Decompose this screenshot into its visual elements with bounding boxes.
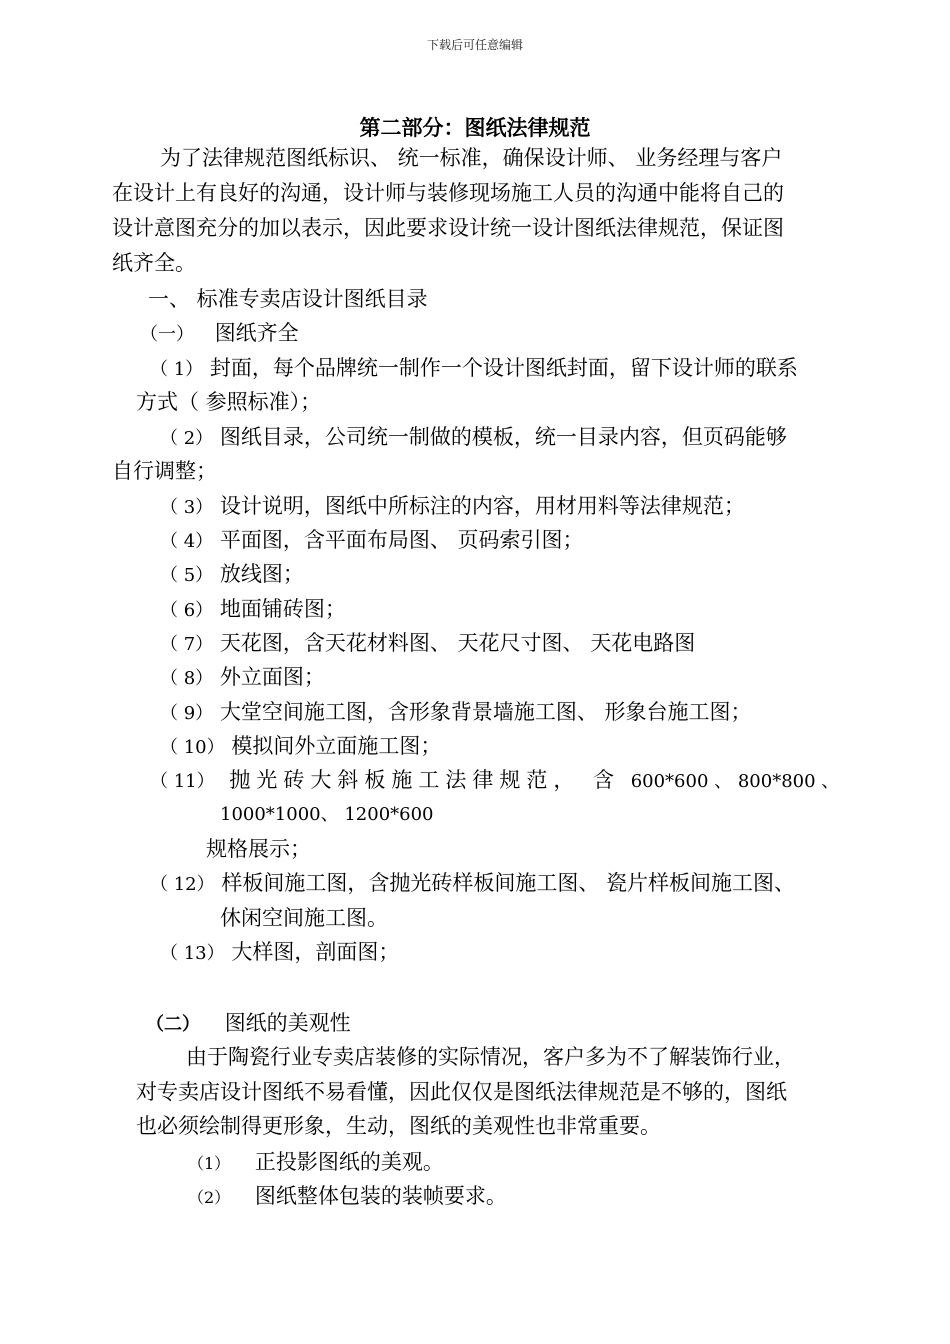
item-continuation: 自行调整； xyxy=(112,459,217,483)
item-number: （ 4） xyxy=(160,531,214,552)
item-text: 大样图，剖面图； xyxy=(231,940,400,964)
item-continuation: 规格展示； xyxy=(206,837,311,861)
subsection-title: 图纸齐全 xyxy=(214,321,299,345)
item-dimensions: 1000*1000、 1200*600 xyxy=(220,804,434,825)
item-text: 地面铺砖图； xyxy=(219,597,346,621)
page-header: 下载后可任意编辑 xyxy=(426,38,523,52)
item-text: 设计说明，图纸中所标注的内容，用材用料等法律规范； xyxy=(219,494,745,518)
intro-line: 纸齐全。 xyxy=(112,251,196,275)
item-number: （ 8） xyxy=(160,668,214,689)
item-text: 抛光砖大斜板施工法律规范， 含 xyxy=(229,768,621,792)
body-line: 对专卖店设计图纸不易看懂，因此仅仅是图纸法律规范是不够的，图纸 xyxy=(136,1080,787,1104)
intro-line: 为了法律规范图纸标识、 统一标准，确保设计师、 业务经理与客户 xyxy=(160,146,783,170)
item-text: 大堂空间施工图，含形象背景墙施工图、 形象台施工图； xyxy=(219,700,752,724)
subsection-number: （二） xyxy=(146,1014,200,1035)
item-text: 封面，每个品牌统一制作一个设计图纸封面，留下设计师的联系 xyxy=(209,356,798,380)
item-continuation: 方式（ 参照标准）； xyxy=(136,390,322,414)
item-number: （ 1） xyxy=(150,359,204,380)
item-number: （ 9） xyxy=(160,703,214,724)
body-line: 由于陶瓷行业专卖店装修的实际情况，客户多为不了解装饰行业， xyxy=(186,1045,795,1069)
item-text: 天花图，含天花材料图、 天花尺寸图、 天花电路图 xyxy=(219,631,696,655)
item-number: （ 3） xyxy=(160,497,214,518)
item-continuation: 休闲空间施工图。 xyxy=(220,906,388,930)
item-number: （2） xyxy=(188,1188,231,1207)
item-text: 图纸目录，公司统一制做的模板，统一目录内容，但页码能够 xyxy=(219,425,787,449)
page-title: 第二部分：图纸法律规范 xyxy=(359,116,591,140)
subsection-title: 图纸的美观性 xyxy=(224,1011,351,1035)
intro-line: 设计意图充分的加以表示，因此要求设计统一设计图纸法律规范，保证图 xyxy=(112,216,784,240)
item-text: 图纸整体包装的装帧要求。 xyxy=(254,1184,507,1208)
item-dimensions: 600*600 、 800*800 、 xyxy=(630,771,840,792)
item-text: 平面图，含平面布局图、 页码索引图； xyxy=(219,528,584,552)
item-text: 模拟间外立面施工图； xyxy=(231,734,442,758)
item-number: （ 11） xyxy=(150,771,215,792)
item-number: （ 12） xyxy=(150,874,215,895)
body-line: 也必须绘制得更形象，生动，图纸的美观性也非常重要。 xyxy=(136,1114,661,1138)
item-number: （ 13） xyxy=(160,943,225,964)
intro-line: 在设计上有良好的沟通，设计师与装修现场施工人员的沟通中能将自己的 xyxy=(112,181,784,205)
item-number: （ 2） xyxy=(160,428,214,449)
item-number: （ 7） xyxy=(160,634,214,655)
item-text: 样板间施工图，含抛光砖样板间施工图、 瓷片样板间施工图、 xyxy=(221,871,796,895)
section-heading: 一、 标准专卖店设计图纸目录 xyxy=(148,287,428,311)
subsection-number: （一） xyxy=(140,324,194,345)
item-number: （ 6） xyxy=(160,600,214,621)
item-number: （ 10） xyxy=(160,737,225,758)
item-text: 放线图； xyxy=(219,562,304,586)
item-text: 外立面图； xyxy=(219,665,325,689)
item-number: （1） xyxy=(188,1154,231,1173)
item-text: 正投影图纸的美观。 xyxy=(254,1150,444,1174)
item-number: （ 5） xyxy=(160,565,214,586)
